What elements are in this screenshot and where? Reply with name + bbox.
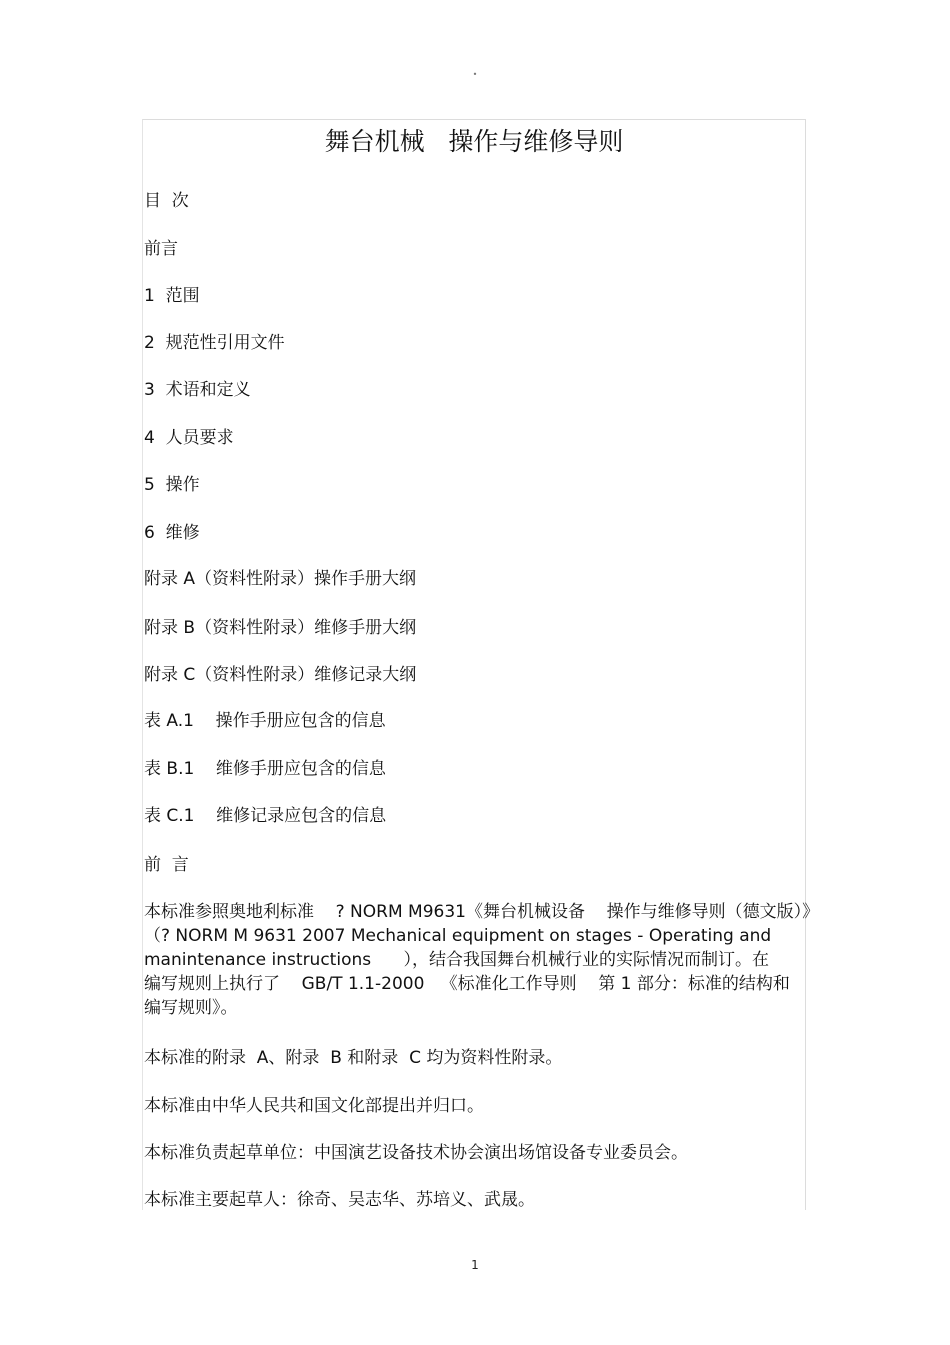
toc-item-table-c1: 表 C.1 维修记录应包含的信息 bbox=[144, 806, 387, 826]
foreword-heading: 前 言 bbox=[144, 855, 189, 875]
foreword-paragraph-1-line: 本标准参照奥地利标准 ? NORM M9631《舞台机械设备 操作与维修导则（德文版）》 bbox=[144, 902, 820, 922]
foreword-paragraph-5: 本标准主要起草人：徐奇、吴志华、苏培义、武晟。 bbox=[144, 1190, 535, 1210]
toc-item-foreword: 前言 bbox=[144, 239, 178, 259]
foreword-paragraph-1-line: 编写规则上执行了 GB/T 1.1-2000 《标准化工作导则 第 1 部分：标准的结构和 bbox=[144, 974, 790, 994]
page-number: 1 bbox=[471, 1258, 479, 1272]
foreword-paragraph-1-line: （? NORM M 9631 2007 Mechanical equipment on stages - Operating and bbox=[144, 926, 772, 946]
toc-item-table-a1: 表 A.1 操作手册应包含的信息 bbox=[144, 711, 386, 731]
toc-heading: 目 次 bbox=[144, 191, 189, 211]
toc-item-scope: 1 范围 bbox=[144, 286, 200, 306]
toc-item-appendix-c: 附录 C（资料性附录）维修记录大纲 bbox=[144, 665, 417, 685]
toc-item-normative-references: 2 规范性引用文件 bbox=[144, 333, 285, 353]
foreword-paragraph-3: 本标准由中华人民共和国文化部提出并归口。 bbox=[144, 1096, 484, 1116]
document-title: 舞台机械 操作与维修导则 bbox=[324, 127, 624, 156]
header-mark: • bbox=[472, 70, 478, 79]
toc-item-personnel-requirements: 4 人员要求 bbox=[144, 428, 234, 448]
toc-item-operation: 5 操作 bbox=[144, 475, 200, 495]
foreword-paragraph-1 bbox=[144, 900, 820, 1020]
toc-item-table-b1: 表 B.1 维修手册应包含的信息 bbox=[144, 759, 386, 779]
foreword-paragraph-4: 本标准负责起草单位：中国演艺设备技术协会演出场馆设备专业委员会。 bbox=[144, 1143, 688, 1163]
foreword-paragraph-1-line: 编写规则》。 bbox=[144, 998, 238, 1018]
toc-item-appendix-b: 附录 B（资料性附录）维修手册大纲 bbox=[144, 618, 417, 638]
toc-item-appendix-a: 附录 A（资料性附录）操作手册大纲 bbox=[144, 569, 417, 589]
foreword-paragraph-2: 本标准的附录 A、附录 B 和附录 C 均为资料性附录。 bbox=[144, 1048, 563, 1068]
toc-item-terms-definitions: 3 术语和定义 bbox=[144, 380, 251, 400]
toc-item-maintenance: 6 维修 bbox=[144, 523, 200, 543]
foreword-paragraph-1-line: manintenance instructions ），结合我国舞台机械行业的实际情况而制订。在 bbox=[144, 950, 770, 970]
